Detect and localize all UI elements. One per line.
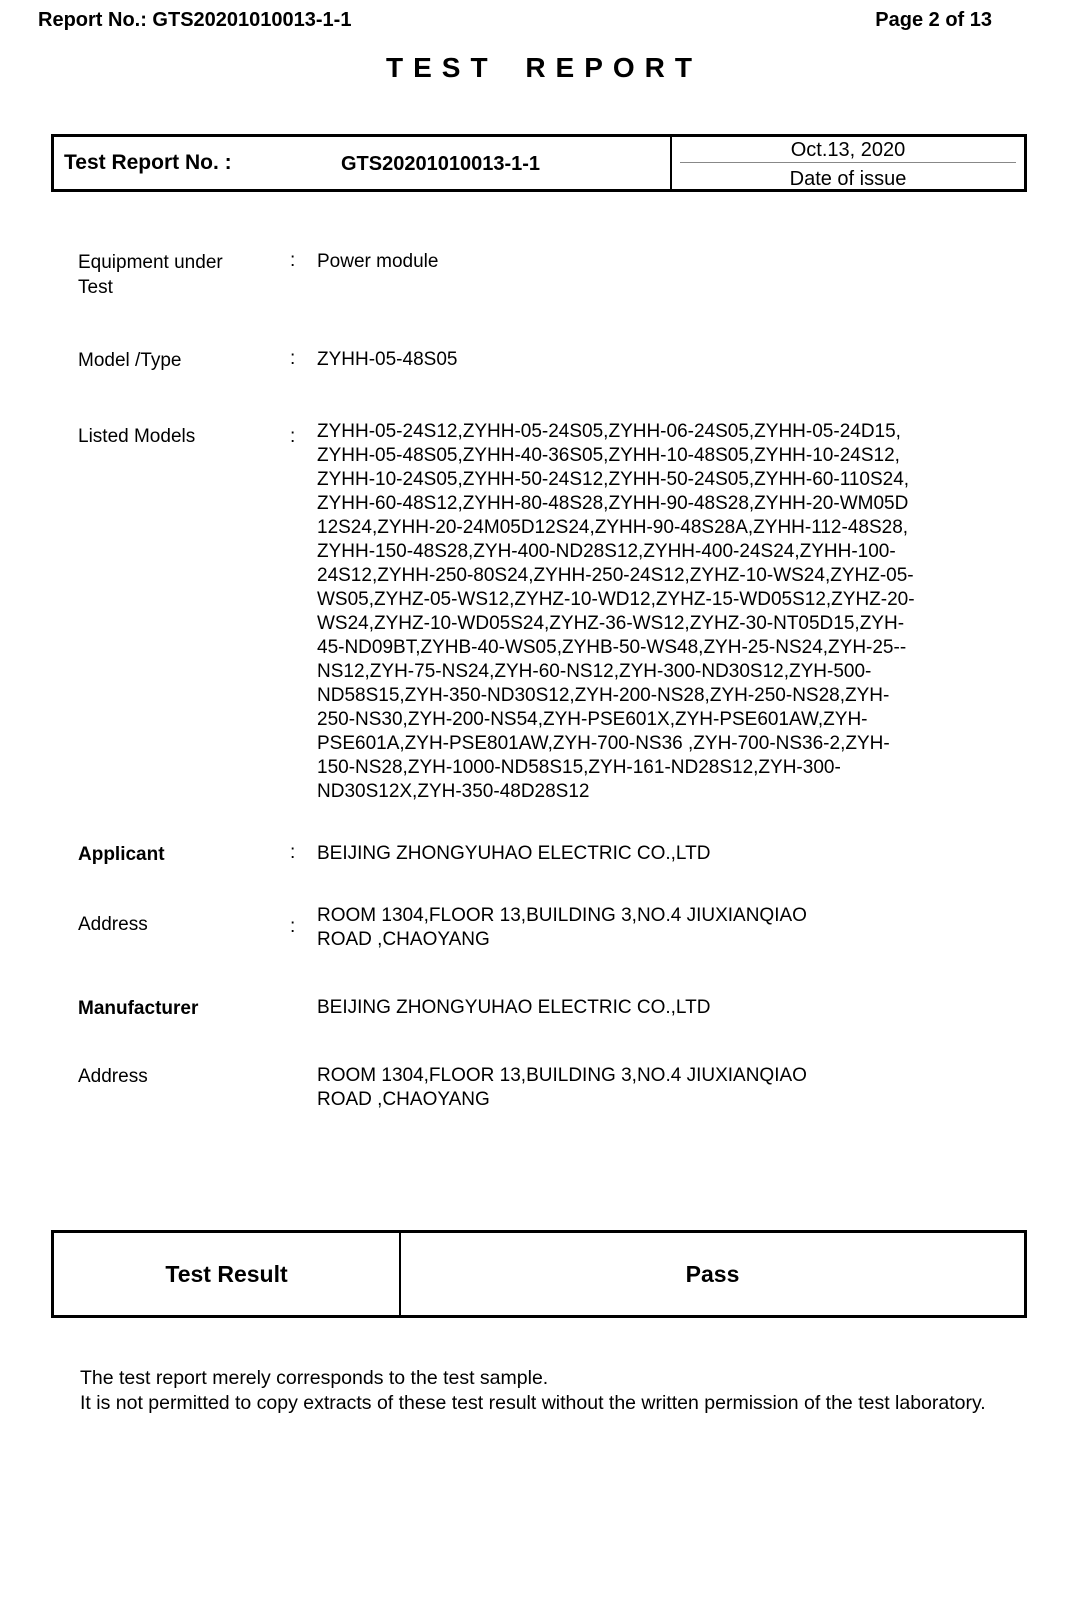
address-line: ROOM 1304,FLOOR 13,BUILDING 3,NO.4 JIUXIANQIAO — [317, 1065, 807, 1086]
field-colon-model: : — [290, 348, 296, 369]
issue-date-cell — [672, 137, 1024, 189]
disclaimer — [80, 1366, 1008, 1416]
listed-model-line: 12S24,ZYHH-20-24M05D12S24,ZYHH-90-48S28A,ZYHH-112-48S28, — [317, 517, 909, 538]
listed-model-line: ZYHH-150-48S28,ZYH-400-ND28S12,ZYHH-400-24S24,ZYHH-100- — [317, 541, 896, 562]
field-value-address-1 — [317, 904, 1017, 952]
report-number-header: Report No.: GTS20201010013-1-1 — [38, 9, 352, 31]
listed-model-line: ZYHH-05-24S12,ZYHH-05-24S05,ZYHH-06-24S05,ZYHH-05-24D15, — [317, 421, 901, 442]
report-no-box — [51, 134, 1027, 192]
field-colon-applicant: : — [290, 842, 296, 863]
field-label-equipment: Equipment under Test — [78, 252, 223, 298]
issue-date-label: Date of issue — [789, 168, 907, 190]
listed-model-line: 250-NS30,ZYH-200-NS54,ZYH-PSE601X,ZYH-PSE601AW,ZYH- — [317, 709, 868, 730]
listed-model-line: ND30S12X,ZYH-350-48D28S12 — [317, 781, 590, 802]
listed-model-line: WS05,ZYHZ-05-WS12,ZYHZ-10-WD12,ZYHZ-15-WD05S12,ZYHZ-20- — [317, 589, 915, 610]
field-label-address-2: Address — [78, 1066, 148, 1087]
field-label-manufacturer: Manufacturer — [78, 998, 199, 1019]
listed-model-line: 45-ND09BT,ZYHB-40-WS05,ZYHB-50-WS48,ZYH-25-NS24,ZYH-25-- — [317, 637, 907, 658]
address-line: ROOM 1304,FLOOR 13,BUILDING 3,NO.4 JIUXIANQIAO — [317, 905, 807, 926]
listed-model-line: ZYHH-60-48S12,ZYHH-80-48S28,ZYHH-90-48S28,ZYHH-20-WM05D — [317, 493, 909, 514]
listed-model-line: ND58S15,ZYH-350-ND30S12,ZYH-200-NS28,ZYH-250-NS28,ZYH- — [317, 685, 890, 706]
field-colon-address-1: : — [290, 916, 296, 937]
listed-model-line: PSE601A,ZYH-PSE801AW,ZYH-700-NS36 ,ZYH-700-NS36-2,ZYH- — [317, 733, 890, 754]
test-result-value-cell: Pass — [685, 1260, 740, 1287]
field-label-address-1: Address — [78, 914, 148, 935]
listed-model-line: ZYHH-05-48S05,ZYHH-40-36S05,ZYHH-10-48S05,ZYHH-10-24S12, — [317, 445, 900, 466]
disclaimer-line-1: The test report merely corresponds to the test sample. — [80, 1367, 549, 1389]
report-title: TEST REPORT — [385, 52, 702, 83]
field-value-address-2 — [317, 1064, 1017, 1112]
listed-model-line: WS24,ZYHZ-10-WD05S24,ZYHZ-36-WS12,ZYHZ-30-NT05D15,ZYH- — [317, 613, 905, 634]
report-no-cell — [54, 137, 672, 189]
field-value-applicant: BEIJING ZHONGYUHAO ELECTRIC CO.,LTD — [317, 843, 711, 864]
field-label-model: Model /Type — [78, 350, 182, 371]
listed-model-line: 24S12,ZYHH-250-80S24,ZYHH-250-24S12,ZYHZ-10-WS24,ZYHZ-05- — [317, 565, 914, 586]
field-label-listed-models: Listed Models — [78, 426, 196, 447]
disclaimer-line-2: It is not permitted to copy extracts of these test result without the written permission of the test laboratory. — [80, 1392, 986, 1414]
listed-model-line: NS12,ZYH-75-NS24,ZYH-60-NS12,ZYH-300-ND30S12,ZYH-500- — [317, 661, 872, 682]
issue-date: Oct.13, 2020 — [680, 137, 1016, 163]
report-no-label: Test Report No. : — [64, 151, 232, 174]
report-no-value: GTS20201010013-1-1 — [341, 153, 541, 175]
field-value-model: ZYHH-05-48S05 — [317, 349, 458, 370]
page-number: Page 2 of 13 — [875, 9, 992, 31]
field-value-listed-models — [317, 420, 1017, 804]
address-line: ROAD ,CHAOYANG — [317, 929, 490, 950]
address-line: ROAD ,CHAOYANG — [317, 1089, 490, 1110]
test-result-header-cell: Test Result — [54, 1233, 401, 1315]
field-label-applicant: Applicant — [78, 844, 165, 865]
test-result-table — [51, 1230, 1027, 1318]
field-colon-equipment: : — [290, 250, 296, 271]
listed-model-line: ZYHH-10-24S05,ZYHH-50-24S12,ZYHH-50-24S05,ZYHH-60-110S24, — [317, 469, 910, 490]
field-value-equipment: Power module — [317, 251, 439, 272]
field-value-manufacturer: BEIJING ZHONGYUHAO ELECTRIC CO.,LTD — [317, 997, 711, 1018]
field-colon-listed-models: : — [290, 426, 296, 447]
listed-model-line: 150-NS28,ZYH-1000-ND58S15,ZYH-161-ND28S12,ZYH-300- — [317, 757, 841, 778]
